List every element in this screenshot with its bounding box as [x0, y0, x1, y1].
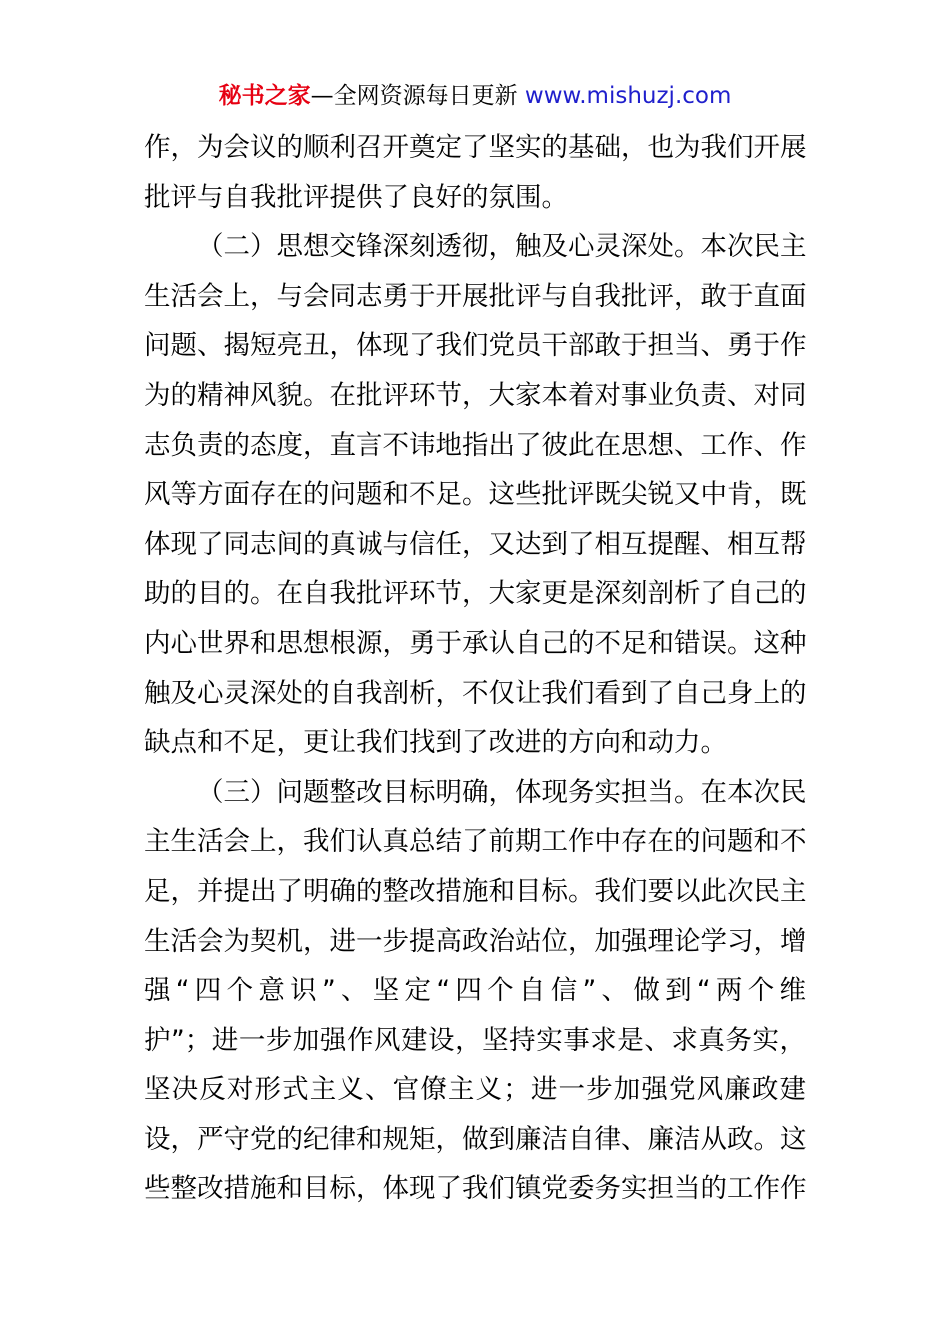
text-line: 生活会为契机，进一步提高政治站位，加强理论学习，增 [144, 925, 807, 957]
text-line: 设，严守党的纪律和规矩，做到廉洁自律、廉洁从政。这 [144, 1123, 807, 1155]
text-line: 坚决反对形式主义、官僚主义；进一步加强党风廉政建 [144, 1074, 806, 1106]
text-line: 内心世界和思想根源，勇于承认自己的不足和错误。这种 [144, 627, 807, 659]
text-line: 些整改措施和目标，体现了我们镇党委务实担当的工作作 [144, 1173, 807, 1205]
text-line: 触及心灵深处的自我剖析，不仅让我们看到了自己身上的 [144, 677, 807, 709]
text-line: 缺点和不足，更让我们找到了改进的方向和动力。 [144, 727, 727, 759]
text-line: 风等方面存在的问题和不足。这些批评既尖锐又中肯，既 [144, 479, 807, 511]
text-line: 志负责的态度，直言不讳地指出了彼此在思想、工作、作 [144, 429, 807, 461]
text-line: 护”；进一步加强作风建设，坚持实事求是、求真务实， [144, 1024, 806, 1056]
paragraph-heading-3: （三）问题整改目标明确，体现务实担当。在本次民 [197, 776, 807, 808]
text-line: 作，为会议的顺利召开奠定了坚实的基础，也为我们开展 [144, 132, 807, 163]
text-line: 助的目的。在自我批评环节，大家更是深刻剖析了自己的 [144, 578, 807, 610]
text-line: 体现了同志间的真诚与信任，又达到了相互提醒、相互帮 [144, 528, 807, 560]
text-line: 足，并提出了明确的整改措施和目标。我们要以此次民主 [144, 875, 807, 907]
text-line: 强“四个意识”、坚定“四个自信”、做到“两个维 [144, 975, 806, 1007]
paragraph-heading-2: （二）思想交锋深刻透彻，触及心灵深处。本次民主 [197, 231, 807, 263]
page-header [0, 80, 950, 112]
site-url-link[interactable]: www.mishuzj.com [524, 83, 732, 109]
text-line: 为的精神风貌。在批评环节，大家本着对事业负责、对同 [144, 379, 807, 411]
header-tagline: —全网资源每日更新 [310, 83, 525, 109]
text-line: 问题、揭短亮丑，体现了我们党员干部敢于担当、勇于作 [144, 330, 807, 362]
text-line: 主生活会上，我们认真总结了前期工作中存在的问题和不 [144, 826, 807, 858]
document-body [144, 123, 806, 1214]
brand-name: 秘书之家 [218, 83, 311, 109]
text-line: 批评与自我批评提供了良好的氛围。 [144, 181, 568, 213]
text-line: 生活会上，与会同志勇于开展批评与自我批评，敢于直面 [144, 280, 807, 312]
